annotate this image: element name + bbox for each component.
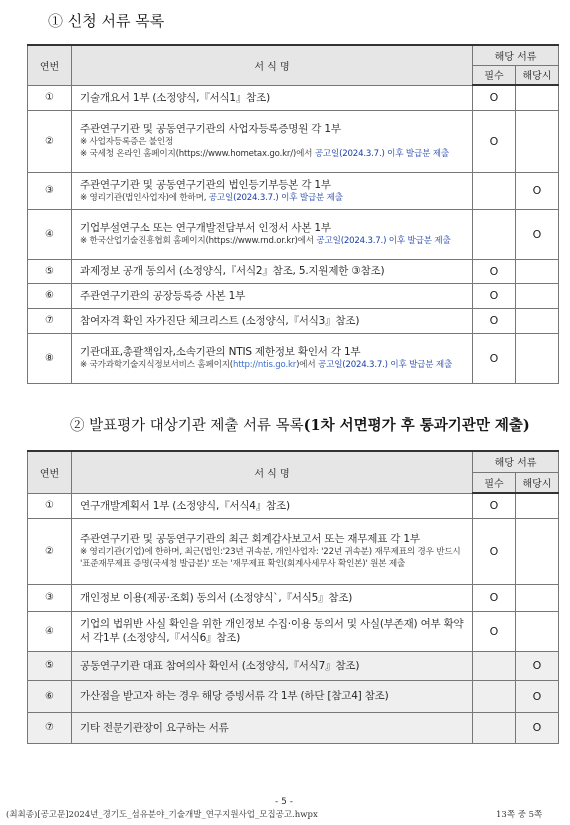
col-header-no: 연번 — [28, 45, 72, 85]
table-row — [28, 85, 559, 110]
conditional-mark: O — [516, 712, 559, 743]
row-number: ④ — [28, 209, 72, 259]
issue-date-note: 공고일(2024.3.7.) 이후 발급분 제출 — [318, 360, 453, 370]
table-row — [28, 611, 559, 651]
conditional-mark — [516, 584, 559, 611]
row-number: ④ — [28, 611, 72, 651]
conditional-mark: O — [516, 209, 559, 259]
table-row — [28, 283, 559, 308]
required-mark — [473, 651, 516, 680]
document-note: ※ 사업자등록증은 불인정 — [80, 137, 174, 147]
conditional-mark — [516, 85, 559, 110]
required-mark: O — [473, 611, 516, 651]
required-mark: O — [473, 110, 516, 172]
row-number: ⑤ — [28, 651, 72, 680]
required-mark: O — [473, 283, 516, 308]
table-row — [28, 110, 559, 172]
table-row — [28, 308, 559, 333]
document-name: 주관연구기관 및 공동연구기관의 법인등기부등본 각 1부 — [80, 178, 331, 191]
ntis-link[interactable]: http://ntis.go.kr — [232, 360, 297, 370]
row-number: ⑦ — [28, 308, 72, 333]
conditional-mark — [516, 110, 559, 172]
row-number: ⑤ — [28, 259, 72, 283]
document-name: 기업부설연구소 또는 연구개발전담부서 인정서 사본 1부 — [80, 222, 331, 234]
col-header-name: 서 식 명 — [72, 451, 473, 493]
document-name: 과제정보 공개 동의서 (소정양식,『서식2』참조, 5.지원제한 ③참조) — [80, 265, 385, 277]
document-note: ※ 영리기관(기업)에 한하며, 최근(법인:'23년 귀속분, 개인사업자: '22년 귀속분) 재무제표의 경우 반드시 '표준재무제표 증명(국세청 발급분)' 또는 '재무제표 확인(회계사세무사 확인본)' 원본 제출 — [80, 547, 461, 569]
document-name: 기술개요서 1부 (소정양식,『서식1』참조) — [80, 91, 270, 104]
table-row — [28, 259, 559, 283]
required-mark — [473, 172, 516, 209]
conditional-mark — [516, 333, 559, 383]
col-header-applicable: 해당 서류 — [473, 451, 559, 472]
document-name: 참여자격 확인 자가진단 체크리스트 (소정양식,『서식3』참조) — [80, 314, 360, 327]
row-number: ⑥ — [28, 680, 72, 712]
conditional-mark: O — [516, 172, 559, 209]
document-name: 연구개발계획서 1부 (소정양식,『서식4』참조) — [80, 499, 290, 512]
document-note: ※ 국가과학기술지식정보서비스 홈페이지(http://ntis.go.kr)에서 공고일(2024.3.7.) 이후 발급분 제출 — [80, 360, 453, 370]
row-number: ③ — [28, 172, 72, 209]
col-header-required: 필수 — [473, 65, 516, 85]
row-number: ⑥ — [28, 283, 72, 308]
table-row — [28, 493, 559, 518]
conditional-mark — [516, 283, 559, 308]
conditional-mark — [516, 518, 559, 584]
required-mark — [473, 680, 516, 712]
table-row — [28, 172, 559, 209]
col-header-conditional: 해당시 — [516, 472, 559, 493]
document-name: 주관연구기관의 공장등록증 사본 1부 — [80, 289, 246, 302]
document-name: 기관대표,총괄책임자,소속기관의 NTIS 제한정보 확인서 각 1부 — [80, 346, 361, 358]
col-header-no: 연번 — [28, 451, 72, 493]
required-mark — [473, 712, 516, 743]
presentation-documents-table — [27, 450, 559, 744]
row-number: ⑦ — [28, 712, 72, 743]
required-mark: O — [473, 493, 516, 518]
required-mark: O — [473, 584, 516, 611]
row-number: ② — [28, 518, 72, 584]
required-mark: O — [473, 333, 516, 383]
required-mark: O — [473, 308, 516, 333]
issue-date-note: 공고일(2024.3.7.) 이후 발급분 제출 — [314, 149, 449, 159]
required-mark: O — [473, 85, 516, 110]
row-number: ⑧ — [28, 333, 72, 383]
document-name: 개인정보 이용(제공·조회) 동의서 (소정양식`,『서식5』참조) — [80, 591, 353, 604]
row-number: ③ — [28, 584, 72, 611]
row-number: ① — [28, 493, 72, 518]
section1-title: ① 신청 서류 목록 — [48, 12, 165, 30]
document-name: 기업의 법위반 사실 확인을 위한 개인정보 수집·이용 동의서 및 사실(부존재) 여부 확약서 각1부 (소정양식,『서식6』참조) — [80, 618, 464, 644]
col-header-conditional: 해당시 — [516, 65, 559, 85]
document-name: 주관연구기관 및 공동연구기관의 최근 회계감사보고서 또는 재무제표 각 1부 — [80, 533, 420, 545]
document-name: 기타 전문기관장이 요구하는 서류 — [80, 721, 229, 734]
conditional-mark — [516, 611, 559, 651]
table-row — [28, 333, 559, 383]
required-mark — [473, 209, 516, 259]
col-header-name: 서 식 명 — [72, 45, 473, 85]
section2-title-bold: (1차 서면평가 후 통과기관만 제출) — [303, 417, 530, 434]
conditional-mark: O — [516, 651, 559, 680]
table-row — [28, 680, 559, 712]
row-number: ② — [28, 110, 72, 172]
row-number: ① — [28, 85, 72, 110]
document-note: ※ 국세청 온라인 홈페이지(https://www.hometax.go.kr/)에서 공고일(2024.3.7.) 이후 발급분 제출 — [80, 149, 449, 159]
table-row — [28, 584, 559, 611]
conditional-mark — [516, 493, 559, 518]
table-row — [28, 518, 559, 584]
file-name: (최최종)[공고문]2024년_경기도_섬유분야_기술개발_연구지원사업_모집공고.hwpx — [6, 810, 318, 820]
document-note: ※ 영리기관(법인사업자)에 한하며, 공고일(2024.3.7.) 이후 발급분 제출 — [80, 192, 343, 203]
conditional-mark — [516, 259, 559, 283]
required-mark: O — [473, 259, 516, 283]
document-name: 주관연구기관 및 공동연구기관의 사업자등록증명원 각 1부 — [80, 123, 341, 135]
required-mark: O — [473, 518, 516, 584]
document-name: 공동연구기관 대표 참여의사 확인서 (소정양식,『서식7』참조) — [80, 659, 360, 672]
conditional-mark: O — [516, 680, 559, 712]
table-row — [28, 712, 559, 743]
table-row — [28, 651, 559, 680]
conditional-mark — [516, 308, 559, 333]
section2-title: ② 발표평가 대상기관 제출 서류 목록(1차 서면평가 후 통과기관만 제출) — [70, 417, 530, 434]
page-count: 13쪽 중 5쪽 — [496, 810, 543, 820]
issue-date-note: 공고일(2024.3.7.) 이후 발급분 제출 — [316, 236, 451, 246]
application-documents-table — [27, 44, 559, 384]
document-name: 가산점을 받고자 하는 경우 해당 증빙서류 각 1부 (하단 [참고4] 참조) — [80, 690, 389, 702]
issue-date-note: 공고일(2024.3.7.) 이후 발급분 제출 — [208, 192, 343, 203]
document-note: ※ 한국산업기술진흥협회 홈페이지(https://www.rnd.or.kr)에서 공고일(2024.3.7.) 이후 발급분 제출 — [80, 236, 451, 246]
page-number: - 5 - — [275, 797, 293, 807]
table-row — [28, 209, 559, 259]
col-header-applicable: 해당 서류 — [473, 45, 559, 65]
col-header-required: 필수 — [473, 472, 516, 493]
